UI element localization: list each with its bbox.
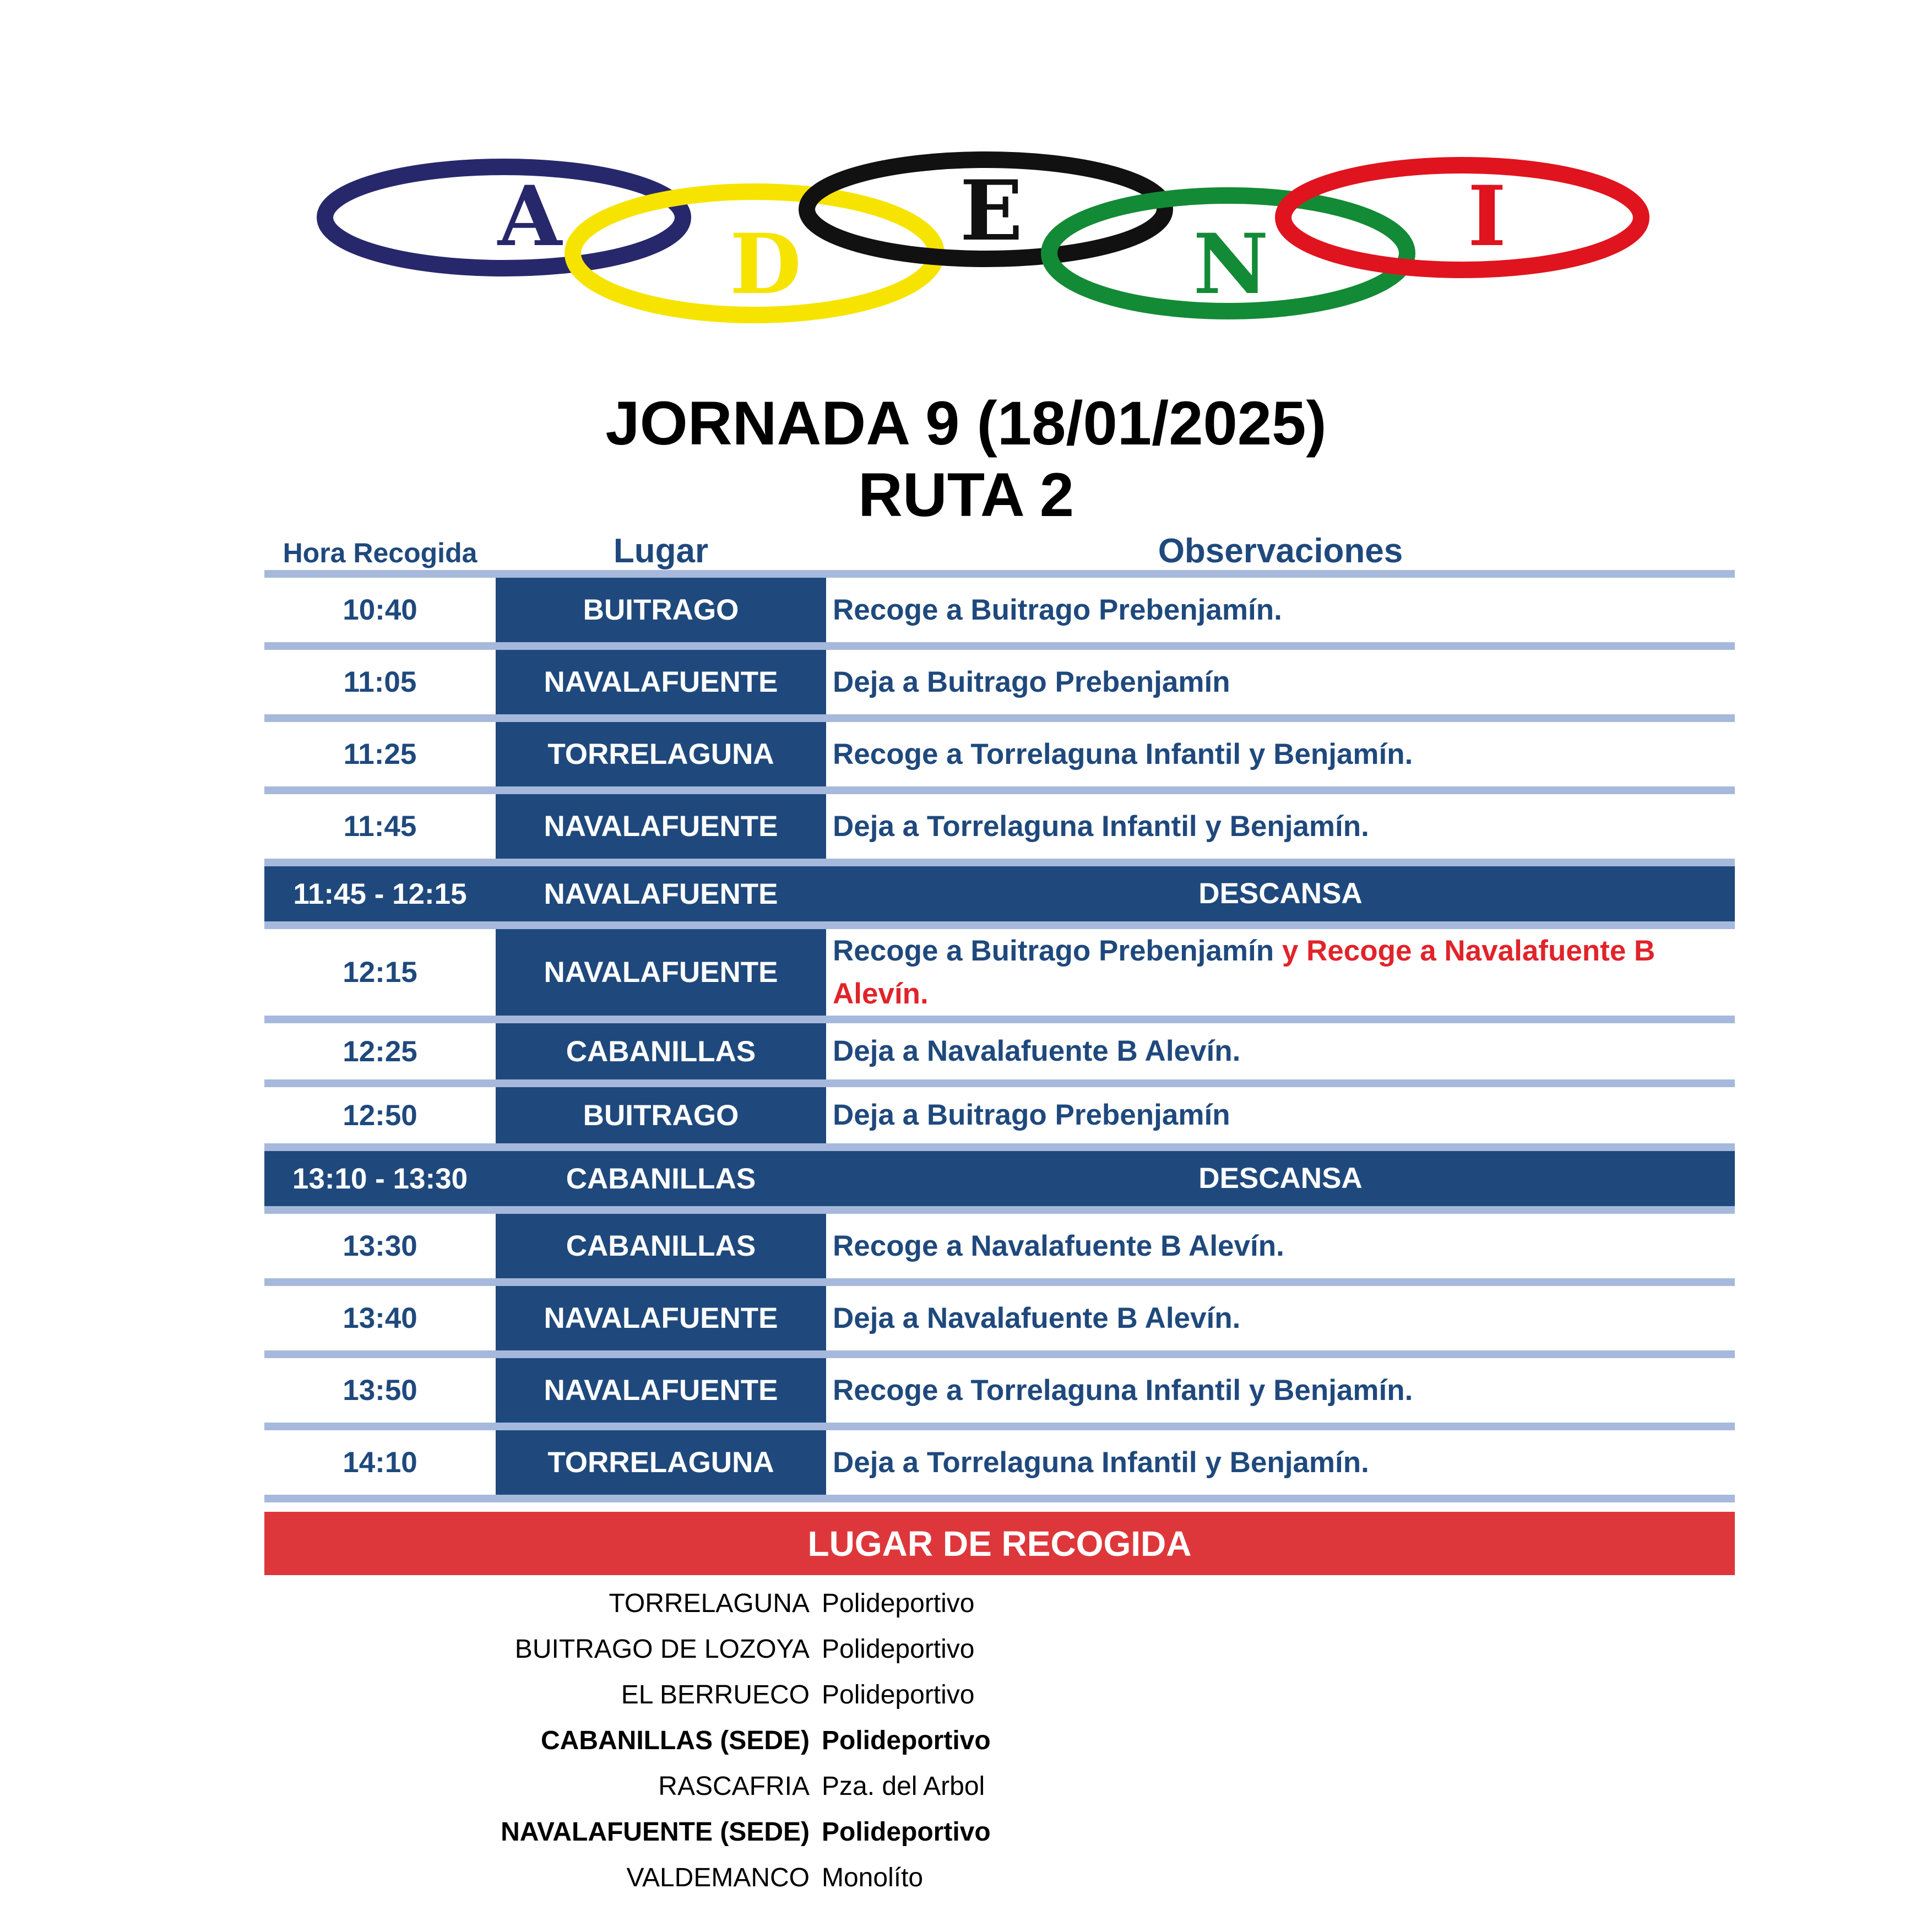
cell-lugar: NAVALAFUENTE xyxy=(496,1286,826,1350)
cell-hora: 13:30 xyxy=(343,1230,417,1262)
pickup-town: TORRELAGUNA xyxy=(609,1589,810,1618)
cell-observaciones xyxy=(826,929,1735,1016)
list-item xyxy=(264,1626,1735,1672)
cell-observaciones: Deja a Torrelaguna Infantil y Benjamín. xyxy=(833,1446,1369,1479)
table-row xyxy=(264,578,1735,642)
cell-observaciones: Deja a Navalafuente B Alevín. xyxy=(833,1301,1241,1334)
header-lugar: Lugar xyxy=(613,532,709,570)
cell-observaciones: Recoge a Torrelaguna Infantil y Benjamín. xyxy=(833,737,1413,770)
row-separator xyxy=(264,1143,1735,1151)
cell-hora: 11:05 xyxy=(343,666,417,698)
pickup-town: CABANILLAS (SEDE) xyxy=(541,1726,810,1755)
adeni-logo xyxy=(314,149,1669,336)
cell-hora: 14:10 xyxy=(343,1446,417,1479)
table-row xyxy=(264,1023,1735,1079)
row-separator xyxy=(264,859,1735,866)
row-separator xyxy=(264,1206,1735,1214)
pickup-town: RASCAFRIA xyxy=(658,1772,810,1801)
row-separator xyxy=(264,1016,1735,1023)
cell-observaciones: DESCANSA xyxy=(1198,1162,1363,1195)
cell-lugar: BUITRAGO xyxy=(496,578,826,642)
row-separator xyxy=(264,1278,1735,1286)
cell-lugar: CABANILLAS xyxy=(496,1214,826,1278)
pickup-place: Polideportivo xyxy=(822,1589,975,1618)
cell-lugar: TORRELAGUNA xyxy=(496,722,826,786)
cell-lugar: TORRELAGUNA xyxy=(496,1430,826,1495)
row-separator xyxy=(264,786,1735,794)
pickup-place: Monolíto xyxy=(822,1863,924,1892)
pickup-banner: LUGAR DE RECOGIDA xyxy=(264,1512,1735,1575)
table-row xyxy=(264,1286,1735,1350)
cell-hora: 11:45 - 12:15 xyxy=(293,877,467,910)
row-separator xyxy=(264,570,1735,578)
row-separator xyxy=(264,1350,1735,1358)
pickup-place: Pza. del Arbol xyxy=(822,1772,985,1801)
rest-row xyxy=(264,866,1735,921)
page-title: JORNADA 9 (18/01/2025) xyxy=(605,389,1327,458)
row-separator xyxy=(264,1495,1735,1502)
row-separator xyxy=(264,1423,1735,1430)
table-row xyxy=(264,1358,1735,1423)
cell-lugar: NAVALAFUENTE xyxy=(496,929,826,1016)
observaciones-highlight: y Recoge a Navalafuente B Alevín. xyxy=(833,934,1656,1010)
cell-observaciones: Deja a Buitrago Prebenjamín xyxy=(833,1099,1230,1131)
cell-hora: 13:50 xyxy=(343,1374,417,1407)
list-item xyxy=(264,1718,1735,1763)
cell-lugar: CABANILLAS xyxy=(496,1151,826,1206)
pickup-place: Polideportivo xyxy=(822,1680,975,1710)
cell-hora: 11:25 xyxy=(343,738,417,770)
cell-lugar: NAVALAFUENTE xyxy=(496,866,826,921)
cell-lugar: CABANILLAS xyxy=(496,1023,826,1079)
logo-ring-red xyxy=(1283,165,1641,270)
cell-observaciones: Deja a Torrelaguna Infantil y Benjamín. xyxy=(833,810,1369,843)
logo-letter-n: N xyxy=(1193,216,1269,313)
pickup-place: Polideportivo xyxy=(822,1635,975,1664)
cell-lugar: NAVALAFUENTE xyxy=(496,650,826,714)
list-item xyxy=(264,1809,1735,1855)
cell-hora: 12:25 xyxy=(343,1035,417,1068)
table-row xyxy=(264,1430,1735,1495)
logo-letter-d: D xyxy=(729,216,802,313)
list-item xyxy=(264,1672,1735,1718)
cell-observaciones: Deja a Navalafuente B Alevín. xyxy=(833,1035,1241,1067)
header-hora: Hora Recogida xyxy=(283,538,477,568)
logo-letter-i: I xyxy=(1467,168,1507,265)
cell-hora: 12:50 xyxy=(343,1099,417,1132)
cell-observaciones: Recoge a Torrelaguna Infantil y Benjamín. xyxy=(833,1374,1413,1407)
cell-lugar: NAVALAFUENTE xyxy=(496,794,826,859)
route-subtitle: RUTA 2 xyxy=(858,460,1074,529)
row-separator xyxy=(264,714,1735,722)
cell-hora: 10:40 xyxy=(343,594,417,626)
header-observaciones: Observaciones xyxy=(1158,532,1403,570)
cell-hora: 13:10 - 13:30 xyxy=(292,1162,468,1195)
table-row xyxy=(264,794,1735,859)
row-separator xyxy=(264,921,1735,929)
cell-lugar: BUITRAGO xyxy=(496,1087,826,1143)
row-separator xyxy=(264,642,1735,650)
cell-hora: 12:15 xyxy=(343,956,417,989)
list-item xyxy=(264,1581,1735,1626)
table-row xyxy=(264,1214,1735,1278)
list-item xyxy=(264,1855,1735,1901)
pickup-town: NAVALAFUENTE (SEDE) xyxy=(501,1817,810,1847)
pickup-place: Polideportivo xyxy=(822,1817,991,1847)
cell-hora: 11:45 xyxy=(343,810,417,843)
pickup-place: Polideportivo xyxy=(822,1726,991,1755)
pickup-list xyxy=(264,1581,1735,1901)
table-row xyxy=(264,1087,1735,1143)
cell-observaciones: Recoge a Navalafuente B Alevín. xyxy=(833,1229,1284,1262)
table-row xyxy=(264,722,1735,786)
logo-letter-e: E xyxy=(959,162,1023,259)
pickup-town: VALDEMANCO xyxy=(626,1863,810,1892)
rest-row xyxy=(264,1151,1735,1206)
list-item xyxy=(264,1763,1735,1809)
table-row xyxy=(264,929,1735,1016)
cell-observaciones: DESCANSA xyxy=(1198,877,1363,910)
row-separator xyxy=(264,1079,1735,1087)
cell-lugar: NAVALAFUENTE xyxy=(496,1358,826,1423)
logo-letter-a: A xyxy=(497,168,562,265)
schedule-table xyxy=(264,570,1735,1502)
cell-observaciones: Recoge a Buitrago Prebenjamín. xyxy=(833,593,1282,626)
cell-hora: 13:40 xyxy=(343,1302,417,1334)
observaciones-text: Recoge a Buitrago Prebenjamín y Recoge a Navalafuente B Alevín. xyxy=(833,934,1656,1010)
table-row xyxy=(264,650,1735,714)
cell-observaciones: Deja a Buitrago Prebenjamín xyxy=(833,665,1230,698)
pickup-town: EL BERRUECO xyxy=(621,1680,810,1710)
pickup-town: BUITRAGO DE LOZOYA xyxy=(514,1635,810,1664)
